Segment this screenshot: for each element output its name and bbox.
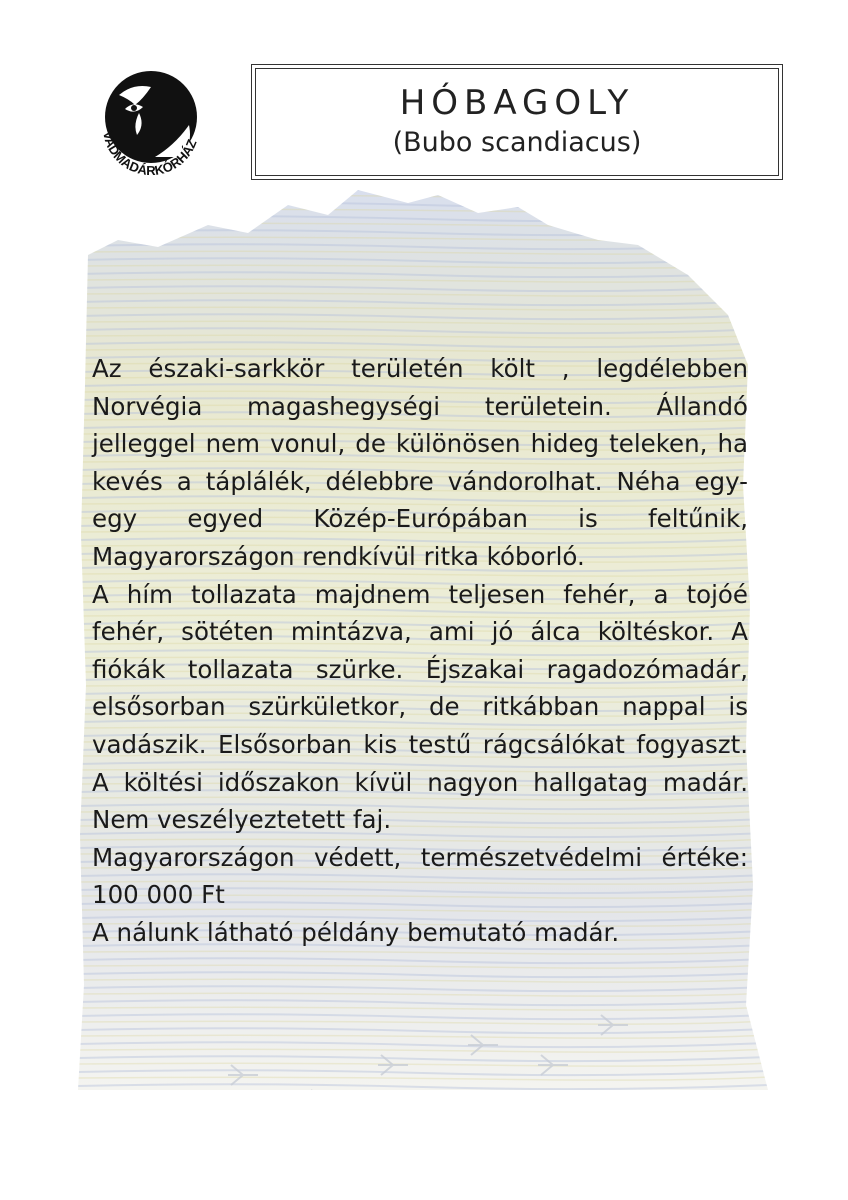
paragraph-distribution: Az északi-sarkkör területén költ , legdélebben Norvégia magashegységi területein. Állandó jelleggel nem vonul, de különösen hideg teleken, ha kevés a táplálék, délebbre vándorolhat. Néha egy-egy egyed Közép-Európában is feltűnik, Magyarországon rendkívül ritka kóborló. [92,354,748,571]
title-box [255,68,779,176]
paragraph-specimen: A nálunk látható példány bemutató madár. [92,917,620,947]
logo-text: VADMADÁRKÓRHÁZ [100,129,200,179]
page-title: HÓBAGOLY [399,83,635,123]
paragraph-protection: Magyarországon védett, természetvédelmi értéke: 100 000 Ft [92,842,748,910]
paragraph-appearance: A hím tollazata majdnem teljesen fehér, a tojóé fehér, sötéten mintázva, ami jó álca költéskor. A fiókák tollazata szürke. Éjszakai ragadozómadár, elsősorban szürkületkor, de ritkábban nappal is vadászik. Elsősorban kis testű rágcsálókat fogyaszt. A költési időszakon kívül nagyon hallgatag madár. Nem veszélyeztetett faj. [92,579,748,835]
description-text [92,350,748,952]
vadmadarkorhaz-logo [85,65,215,195]
latin-name: (Bubo scandiacus) [392,127,642,158]
